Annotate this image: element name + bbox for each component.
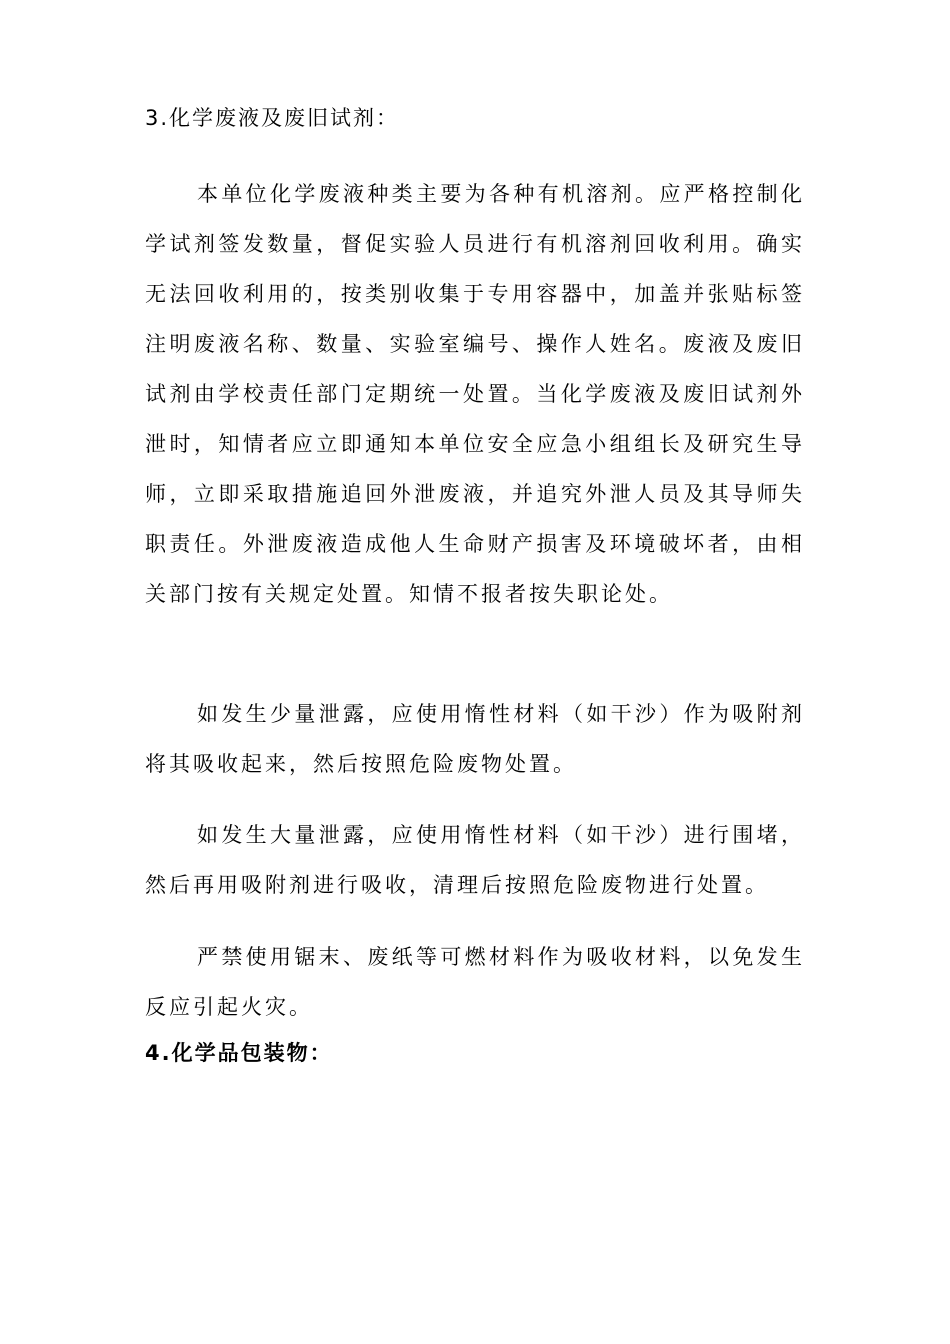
paragraph-large-leak: 如发生大量泄露，应使用惰性材料（如干沙）进行围堵，然后再用吸附剂进行吸收，清理后按照危险废物进行处置。 xyxy=(145,823,805,897)
paragraph-small-leak: 如发生少量泄露，应使用惰性材料（如干沙）作为吸附剂将其吸收起来，然后按照危险废物处置。 xyxy=(145,702,805,776)
paragraph-waste-liquid-policy: 本单位化学废液种类主要为各种有机溶剂。应严格控制化学试剂签发数量，督促实验人员进行有机溶剂回收利用。确实无法回收利用的，按类别收集于专用容器中，加盖并张贴标签注明废液名称、数量、实验室编号、操作人姓名。废液及废旧试剂由学校责任部门定期统一处置。当化学废液及废旧试剂外泄时，知情者应立即通知本单位安全应急小组组长及研究生导师，立即采取措施追回外泄废液，并追究外泄人员及其导师失职责任。外泄废液造成他人生命财产损害及环境破坏者，由相关部门按有关规定处置。知情不报者按失职论处。 xyxy=(145,182,805,606)
section-4-heading: 4.化学品包装物： xyxy=(145,1041,333,1065)
paragraph-flammable-prohibition: 严禁使用锯末、废纸等可燃材料作为吸收材料，以免发生反应引起火灾。 xyxy=(145,945,805,1019)
section-3-heading: 3.化学废液及废旧试剂： xyxy=(145,106,400,130)
